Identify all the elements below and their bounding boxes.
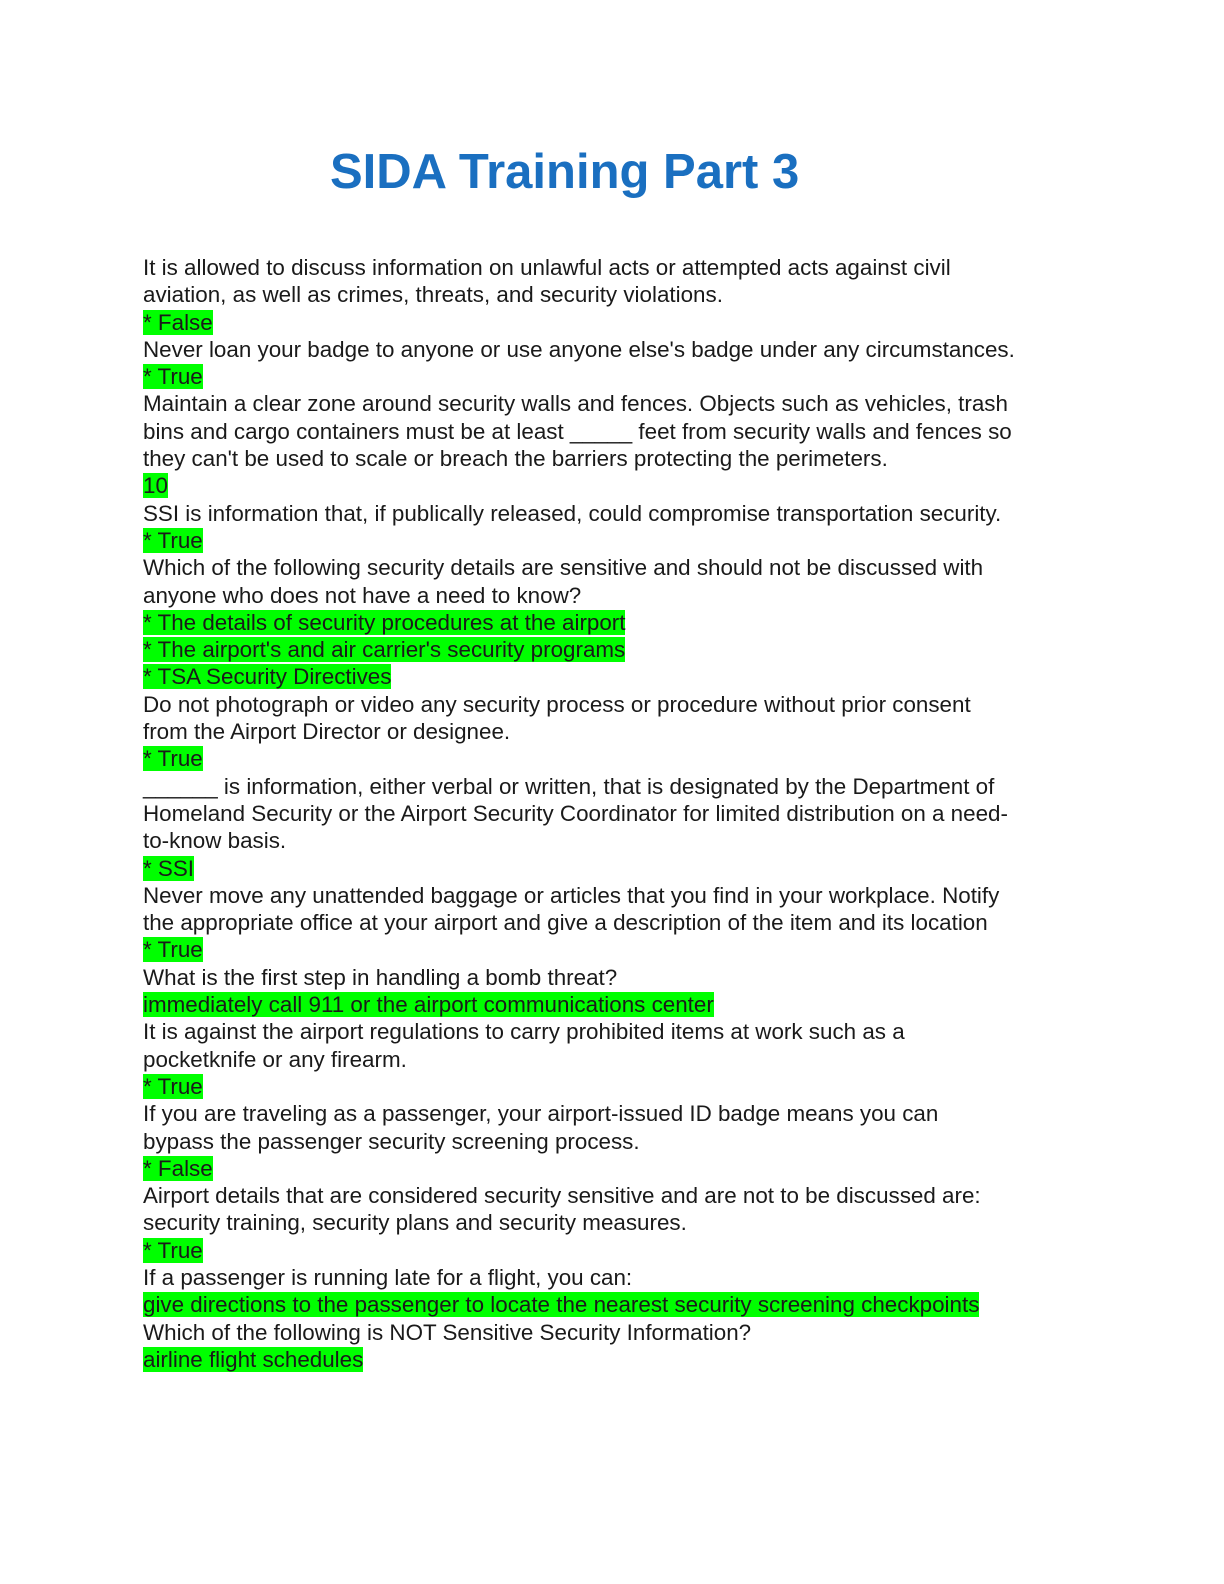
highlighted-answer: * The details of security procedures at the airport bbox=[143, 609, 626, 635]
highlighted-answer: * TSA Security Directives bbox=[143, 664, 392, 690]
highlighted-answer: * False bbox=[143, 1155, 213, 1181]
question-text: Maintain a clear zone around security walls and fences. Objects such as vehicles, trash bins and cargo containers must be at least _____ feet from security walls and fences so they can't be used to scale or breach the barriers protecting the perimeters. bbox=[143, 391, 1012, 472]
highlighted-answer: 10 bbox=[143, 473, 168, 499]
answer-line bbox=[143, 309, 1078, 336]
highlighted-answer: immediately call 911 or the airport communications center bbox=[143, 992, 714, 1018]
page-title: SIDA Training Part 3 bbox=[330, 145, 800, 199]
question-text: Which of the following is NOT Sensitive Security Information? bbox=[143, 1319, 752, 1345]
highlighted-answer: * SSI bbox=[143, 855, 195, 881]
highlighted-answer: * True bbox=[143, 746, 203, 772]
question-text: It is allowed to discuss information on unlawful acts or attempted acts against civil aviation, as well as crimes, threats, and security violations. bbox=[143, 255, 951, 308]
question-text: Airport details that are considered security sensitive and are not to be discussed are: security training, security plans and security measures. bbox=[143, 1183, 981, 1236]
question-text: Never move any unattended baggage or articles that you find in your workplace. Notify the appropriate office at your airport and give a description of the item and its location bbox=[143, 882, 1000, 936]
question-text: Never loan your badge to anyone or use anyone else's badge under any circumstances. bbox=[143, 336, 1015, 362]
highlighted-answer: * True bbox=[143, 1237, 203, 1263]
highlighted-answer: * True bbox=[143, 1073, 203, 1099]
answer-line bbox=[143, 991, 1078, 1018]
answer-line bbox=[143, 1291, 1078, 1318]
answer-line bbox=[143, 936, 1078, 963]
highlighted-answer: * True bbox=[143, 937, 203, 963]
question-text: SSI is information that, if publically released, could compromise transportation security. bbox=[143, 500, 1002, 526]
question-text: Which of the following security details are sensitive and should not be discussed with anyone who does not have a need to know? bbox=[143, 555, 984, 608]
answer-line bbox=[143, 472, 1078, 499]
highlighted-answer: airline flight schedules bbox=[143, 1346, 364, 1372]
answer-line bbox=[143, 1237, 1078, 1264]
question-text: If a passenger is running late for a flight, you can: bbox=[143, 1264, 633, 1290]
question-text: What is the first step in handling a bomb threat? bbox=[143, 964, 618, 990]
question-text: Do not photograph or video any security process or procedure without prior consent from the Airport Director or designee. bbox=[143, 691, 971, 745]
answer-line bbox=[143, 636, 1078, 663]
qa-list bbox=[143, 254, 1078, 1373]
answer-line bbox=[143, 1346, 1078, 1373]
question-text: ______ is information, either verbal or written, that is designated by the Department of Homeland Security or the Airport Security Coordinator for limited distribution on a need- to-know basis. bbox=[143, 773, 1008, 854]
answer-line bbox=[143, 527, 1078, 554]
answer-line bbox=[143, 1155, 1078, 1182]
question-text: It is against the airport regulations to carry prohibited items at work such as a pocketknife or any firearm. bbox=[143, 1019, 905, 1072]
answer-line bbox=[143, 663, 1078, 690]
highlighted-answer: give directions to the passenger to locate the nearest security screening checkpoints bbox=[143, 1292, 980, 1318]
answer-line bbox=[143, 745, 1078, 772]
question-text: If you are traveling as a passenger, your airport-issued ID badge means you can bypass the passenger security screening process. bbox=[143, 1101, 939, 1154]
answer-line bbox=[143, 363, 1078, 390]
highlighted-answer: * The airport's and air carrier's security programs bbox=[143, 637, 626, 663]
highlighted-answer: * False bbox=[143, 309, 213, 335]
answer-line bbox=[143, 855, 1078, 882]
highlighted-answer: * True bbox=[143, 364, 203, 390]
highlighted-answer: * True bbox=[143, 527, 203, 553]
answer-line bbox=[143, 609, 1078, 636]
answer-line bbox=[143, 1073, 1078, 1100]
